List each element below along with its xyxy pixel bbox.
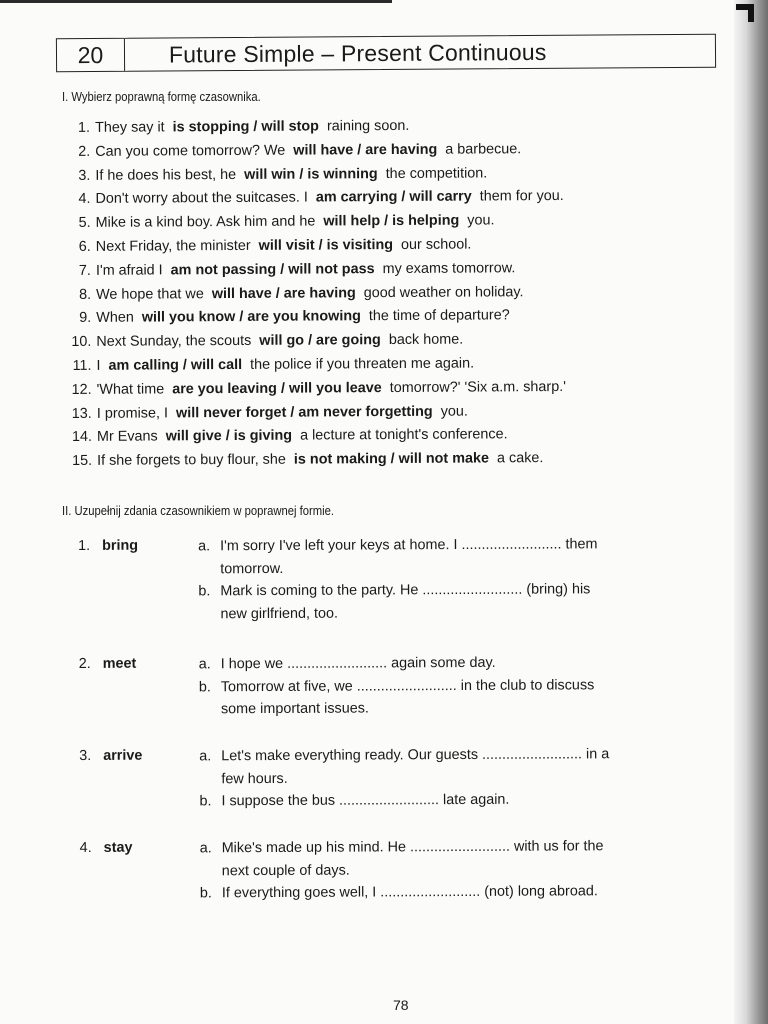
item-text-after: a lecture at tonight's conference. — [300, 426, 508, 444]
item-choice: will have / are having — [211, 284, 356, 302]
verb-label — [78, 538, 168, 554]
page-number: 78 — [393, 997, 409, 1013]
item-sentence — [96, 332, 463, 358]
item-text-after: our school. — [400, 236, 472, 253]
item-sentence — [97, 427, 508, 453]
sentence-text: I suppose the bus ......................... late again. — [221, 791, 510, 810]
item-text-after: them for you. — [479, 188, 564, 205]
sentence-letter: a. — [199, 748, 212, 765]
exercise-2-heading — [62, 504, 334, 518]
item-sentence — [96, 308, 510, 334]
item-text-after: back home. — [388, 331, 464, 349]
sentence-text: I hope we ......................... again some day. — [220, 654, 496, 673]
item-number: 6. — [78, 238, 91, 255]
item-number: 15. — [72, 453, 93, 470]
item-text-before: Can you come tomorrow? We — [95, 142, 286, 160]
sentence-text: Mike's made up his mind. He ......................... with us for the — [221, 838, 604, 857]
sentence-continuation: tomorrow. — [220, 560, 284, 577]
sentence-text: Let's make everything ready. Our guests ......................... in a — [221, 746, 610, 765]
sentence-letter: a. — [199, 840, 212, 857]
sentence-text: Mark is coming to the party. He ......................... (bring) his — [220, 581, 591, 600]
sentence-a — [200, 835, 700, 860]
sentence-b — [198, 578, 698, 603]
item-text-after: my exams tomorrow. — [382, 260, 516, 277]
sentence-b — [199, 788, 699, 813]
item-text-before: I'm afraid I — [95, 262, 163, 279]
item-number: 1. — [77, 119, 91, 136]
sentence-letter: a. — [198, 538, 211, 555]
exercise-1-instruction: Wybierz poprawną formę czasownika. — [71, 90, 261, 104]
verb-number: 2. — [78, 655, 91, 672]
item-text-before: Next Friday, the minister — [95, 237, 251, 255]
item-choice: will never forget / am never forgetting — [175, 403, 433, 421]
item-sentence — [96, 213, 495, 239]
item-number: 5. — [78, 215, 91, 232]
item-text-after: a barbecue. — [445, 141, 522, 158]
sentence-pair — [198, 533, 698, 626]
top-rule — [0, 0, 392, 3]
item-number: 3. — [78, 167, 91, 184]
item-choice: will give / is giving — [165, 427, 293, 445]
unit-number: 20 — [57, 39, 125, 71]
corner-mark — [736, 4, 754, 22]
exercise-1-list — [66, 116, 688, 477]
item-text-before: We hope that we — [96, 285, 204, 303]
verb-label — [79, 656, 169, 672]
verb-number: 3. — [79, 747, 92, 764]
sentence-text: Tomorrow at five, we ......................... in the club to discuss — [220, 676, 595, 695]
exercise-2-list — [78, 527, 718, 902]
sentence-pair — [199, 651, 699, 721]
item-choice: are you leaving / will you leave — [172, 379, 382, 398]
item-choice: will help / is helping — [323, 212, 460, 230]
item-sentence — [95, 188, 563, 215]
sentence-a — [199, 743, 699, 768]
item-sentence — [95, 141, 521, 167]
exercise-item — [68, 449, 688, 477]
verb-block — [78, 527, 719, 640]
item-text-after: tomorrow?' 'Six a.m. sharp.' — [389, 378, 566, 396]
item-sentence — [97, 403, 468, 429]
page-title: Future Simple – Present Continuous — [168, 38, 547, 68]
item-sentence — [97, 450, 543, 477]
item-number: 12. — [71, 381, 92, 398]
item-text-before: Next Sunday, the scouts — [96, 333, 252, 350]
sentence-pair — [199, 743, 699, 813]
sentence-pair — [200, 835, 700, 905]
item-sentence — [96, 237, 472, 263]
verb-block — [80, 829, 720, 922]
item-text-before: When — [96, 309, 134, 327]
sentence-letter: b. — [198, 678, 211, 695]
verb-block — [79, 645, 719, 738]
item-text-before: Mike is a kind boy. Ask him and he — [95, 213, 316, 232]
verb-number: 4. — [79, 839, 92, 856]
item-choice: am carrying / will carry — [315, 188, 472, 206]
item-text-before: I — [96, 357, 101, 374]
item-text-before: They say it — [94, 119, 165, 136]
item-sentence — [96, 260, 516, 286]
item-text-before: 'What time — [96, 381, 165, 398]
item-text-after: the competition. — [385, 165, 488, 182]
item-text-before: Mr Evans — [96, 428, 158, 446]
item-choice: am not passing / will not pass — [170, 260, 375, 279]
item-text-after: a cake. — [496, 450, 544, 467]
verb-word: meet — [102, 655, 137, 672]
item-text-before: If he does his best, he — [95, 166, 237, 184]
item-number: 13. — [71, 405, 92, 422]
sentence-continuation: some important issues. — [220, 700, 369, 718]
item-number: 7. — [78, 262, 91, 279]
item-number: 4. — [78, 191, 91, 208]
sentence-letter: b. — [199, 793, 212, 810]
item-choice: will visit / is visiting — [258, 236, 394, 254]
item-text-after: you. — [440, 403, 468, 420]
sentence-letter: a. — [198, 656, 211, 673]
item-choice: will go / are going — [259, 332, 381, 349]
verb-label — [79, 748, 169, 764]
item-text-after: good weather on holiday. — [363, 283, 524, 301]
item-sentence — [97, 379, 566, 406]
item-number: 11. — [72, 357, 92, 374]
item-sentence — [95, 118, 409, 144]
item-choice: is not making / will not make — [293, 450, 490, 468]
item-number: 8. — [79, 286, 92, 303]
verb-block — [79, 737, 719, 830]
sentence-a — [199, 651, 699, 676]
sentence-letter: b. — [199, 885, 212, 902]
sentence-continuation: new girlfriend, too. — [220, 605, 339, 622]
item-text-after: the time of departure? — [368, 307, 510, 325]
exercise-1-roman: I. — [62, 90, 69, 104]
verb-word: stay — [103, 839, 133, 856]
item-text-before: If she forgets to buy flour, she — [97, 451, 286, 469]
item-choice: will have / are having — [293, 141, 438, 159]
title-box — [56, 34, 716, 73]
verb-word: arrive — [103, 747, 143, 764]
item-choice: is stopping / will stop — [172, 118, 319, 136]
exercise-2-roman: II. — [62, 504, 72, 518]
item-number: 9. — [79, 310, 92, 327]
verb-label — [80, 840, 170, 856]
item-sentence — [95, 165, 487, 191]
item-choice: will you know / are you knowing — [141, 308, 361, 326]
item-text-before: Don't worry about the suitcases. I — [95, 189, 308, 208]
item-number: 2. — [78, 143, 91, 160]
item-choice: am calling / will call — [108, 356, 243, 374]
item-sentence — [96, 355, 474, 381]
sentence-b — [199, 673, 699, 698]
book-spine-shadow — [734, 0, 768, 1024]
item-sentence — [96, 284, 524, 310]
item-text-after: raining soon. — [326, 117, 410, 135]
item-number: 10. — [71, 334, 92, 351]
item-number: 14. — [71, 429, 92, 446]
exercise-1-heading — [62, 90, 261, 104]
sentence-a — [198, 533, 698, 558]
sentence-letter: b. — [198, 583, 211, 600]
sentence-text: If everything goes well, I ......................... (not) long abroad. — [221, 883, 598, 902]
item-text-after: the police if you threaten me again. — [250, 355, 475, 373]
item-choice: will win / is winning — [244, 165, 378, 183]
verb-number: 1. — [78, 537, 91, 554]
item-text-before: I promise, I — [96, 404, 169, 422]
sentence-continuation: next couple of days. — [221, 862, 350, 879]
sentence-text: I'm sorry I've left your keys at home. I ......................... them — [220, 536, 598, 555]
sentence-b — [200, 880, 700, 905]
sentence-continuation: few hours. — [221, 770, 288, 787]
item-text-after: you. — [467, 212, 495, 229]
verb-word: bring — [102, 537, 139, 554]
exercise-2-instruction: Uzupełnij zdania czasownikiem w poprawnej formie. — [74, 504, 335, 518]
